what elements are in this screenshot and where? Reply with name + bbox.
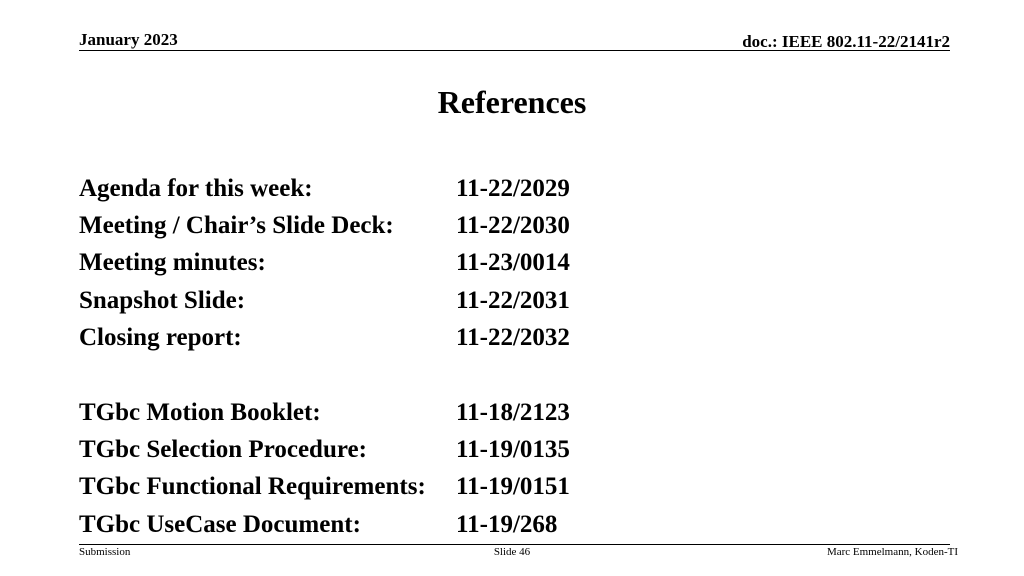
reference-doc-number: 11-19/0151 — [456, 473, 570, 501]
reference-doc-number: 11-23/0014 — [456, 249, 570, 277]
reference-doc-number: 11-22/2032 — [456, 324, 570, 352]
reference-doc-number: 11-22/2029 — [456, 174, 570, 202]
reference-label: Meeting / Chair’s Slide Deck: — [79, 212, 394, 240]
reference-row — [79, 170, 570, 207]
reference-label: TGbc Functional Requirements: — [79, 473, 426, 501]
reference-row — [79, 431, 570, 468]
footer-slide-number: Slide 46 — [493, 546, 531, 558]
reference-label: Snapshot Slide: — [79, 286, 246, 314]
reference-row — [79, 469, 570, 506]
reference-label: TGbc Selection Procedure: — [79, 436, 367, 464]
footer-author: Marc Emmelmann, Koden-TI — [826, 546, 958, 558]
reference-label: TGbc UseCase Document: — [79, 510, 361, 538]
header-date: January 2023 — [79, 30, 178, 49]
footer-submission: Submission — [79, 546, 131, 558]
references-list — [79, 170, 570, 544]
reference-row — [79, 282, 570, 319]
reference-row — [79, 394, 570, 431]
slide-title: References — [437, 84, 587, 120]
reference-row — [79, 320, 570, 357]
reference-label: Meeting minutes: — [79, 249, 266, 277]
reference-doc-number: 11-22/2030 — [456, 212, 570, 240]
reference-doc-number: 11-19/0135 — [456, 436, 570, 464]
reference-label: TGbc Motion Booklet: — [79, 398, 321, 426]
reference-row — [79, 506, 570, 543]
header-doc-id: doc.: IEEE 802.11-22/2141r2 — [742, 32, 950, 51]
reference-row — [79, 207, 570, 244]
reference-row — [79, 245, 570, 282]
reference-doc-number: 11-19/268 — [456, 510, 558, 538]
reference-doc-number: 11-18/2123 — [456, 398, 570, 426]
reference-doc-number: 11-22/2031 — [456, 286, 570, 314]
footer-divider — [79, 544, 950, 545]
reference-label: Agenda for this week: — [79, 174, 313, 202]
header-divider — [79, 50, 950, 51]
reference-label: Closing report: — [79, 324, 242, 352]
group-spacer — [79, 357, 570, 394]
